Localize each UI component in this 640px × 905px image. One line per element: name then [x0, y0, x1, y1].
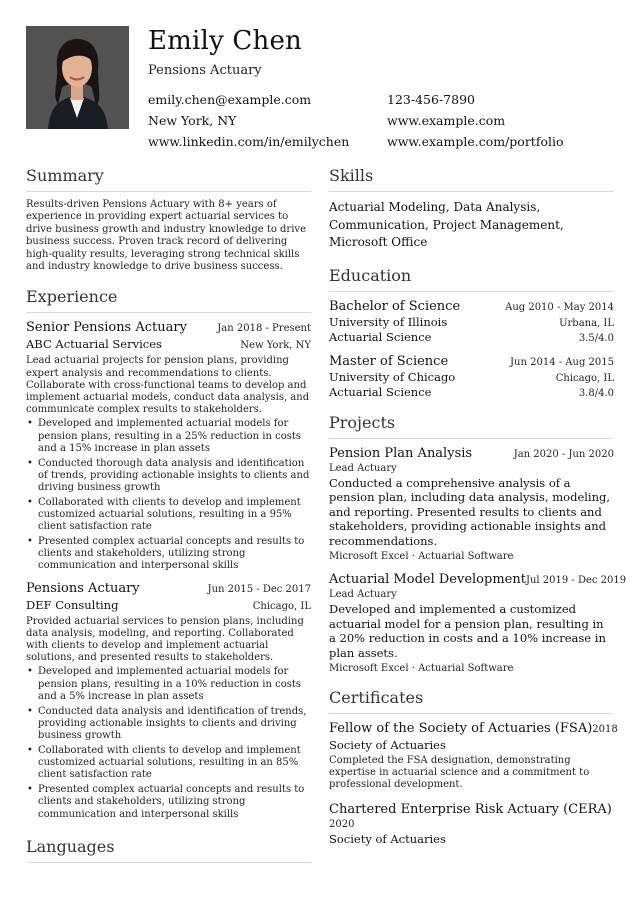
certificates-heading: Certificates — [329, 688, 614, 714]
skills-heading: Skills — [329, 166, 614, 192]
education-school: University of Illinois — [329, 314, 448, 329]
skills-line: Communication, Project Management, — [329, 217, 564, 232]
education-entry — [329, 354, 614, 399]
languages-heading: Languages — [26, 837, 311, 863]
summary-heading: Summary — [26, 166, 311, 192]
summary-text: Results-driven Pensions Actuary with 8+ years of experience in providing expert actuarial services to drive business growth and industry knowledge to drive business success. Proven track record of delivering high-quality results, leveraging strong technical skills and industry knowledge to drive business success. — [26, 199, 306, 273]
projects-heading: Projects — [329, 413, 614, 439]
location-text: New York, NY — [148, 113, 237, 128]
job-bullet: • Collaborated with clients to develop and implement customized actuarial solutions, resulting in an 85% client satisfaction rate — [38, 745, 311, 782]
job-bullets — [26, 666, 311, 820]
certificate-year: 2018 — [592, 724, 618, 735]
certificate-year: 2020 — [329, 818, 355, 830]
certificate-issuer: Society of Actuaries — [329, 738, 446, 752]
education-entry — [329, 299, 614, 344]
project-title: Actuarial Model Development — [329, 572, 526, 587]
job-company: ABC Actuarial Services — [26, 337, 162, 352]
job-bullet: • Developed and implemented actuarial models for pension plans, resulting in a 25% reduction in costs and a 15% increase in plan assets — [38, 418, 311, 455]
job-bullet: • Conducted data analysis and identification of trends, providing actionable insights to clients and driving business growth — [38, 706, 311, 743]
job-title: Pensions Actuary — [26, 580, 140, 596]
education-date: Aug 2010 - May 2014 — [505, 301, 614, 313]
profile-photo — [26, 26, 129, 129]
project-entry — [329, 446, 614, 563]
education-gpa: 3.5/4.0 — [578, 332, 614, 344]
skills-list — [329, 199, 614, 252]
certificate-issuer: Society of Actuaries — [329, 831, 446, 846]
job-entry — [26, 320, 311, 572]
job-bullet: • Presented complex actuarial concepts and results to clients and stakeholders, utilizing strong communication and interpersonal skills — [38, 536, 311, 573]
linkedin-link[interactable]: www.linkedin.com/in/emilychen — [148, 134, 350, 149]
certificate-entry — [329, 802, 614, 846]
project-role: Lead Actuary — [329, 462, 397, 474]
job-description: Lead actuarial projects for pension plans, providing expert analysis and recommendations to clients. Collaborate with cross-functional teams to develop and implement actuarial models, conduct data analysis, and communicate complex results to stakeholders. — [26, 355, 310, 416]
candidate-name: Emily Chen — [148, 26, 302, 56]
job-location: Chicago, IL — [252, 600, 311, 612]
right-column — [329, 166, 627, 846]
email-link[interactable]: emily.chen@example.com — [148, 92, 312, 107]
job-bullet: • Collaborated with clients to develop and implement customized actuarial solutions, resulting in a 95% client satisfaction rate — [38, 497, 311, 534]
certificates-section — [329, 688, 618, 846]
job-bullet: • Developed and implemented actuarial models for pension plans, resulting in a 10% reduction in costs and a 5% increase in plan assets — [38, 666, 311, 703]
experience-section — [26, 287, 311, 820]
project-tags: Microsoft Excel · Actuarial Software — [329, 663, 514, 674]
education-school: University of Chicago — [329, 369, 456, 384]
skills-line: Microsoft Office — [329, 235, 428, 249]
job-bullets — [26, 418, 311, 572]
website-link[interactable]: www.example.com — [387, 113, 506, 128]
job-bullet: • Presented complex actuarial concepts and results to clients and stakeholders, utilizing strong communication and interpersonal skills — [38, 784, 311, 821]
education-location: Chicago, IL — [555, 372, 614, 384]
job-entry — [26, 581, 311, 821]
skills-section — [329, 166, 614, 252]
candidate-title: Pensions Actuary — [148, 63, 262, 78]
education-date: Jun 2014 - Aug 2015 — [510, 356, 614, 368]
job-date: Jan 2018 - Present — [217, 323, 311, 335]
phone-number: 123-456-7890 — [387, 92, 475, 107]
project-entry — [329, 572, 627, 674]
project-description: Developed and implemented a customized actuarial model for a pension plan, resulting in a 20% reduction in costs and a 10% increase in plan assets. — [329, 602, 606, 660]
project-date: Jan 2020 - Jun 2020 — [513, 448, 614, 460]
project-date: Jul 2019 - Dec 2019 — [525, 575, 627, 586]
project-description: Conducted a comprehensive analysis of a pension plan, including data analysis, modeling, and reporting. Presented results to clients and stakeholders, providing actionable insights and recommendations. — [329, 475, 611, 548]
certificate-entry — [329, 721, 618, 792]
education-degree: Bachelor of Science — [329, 298, 461, 314]
skills-line: Actuarial Modeling, Data Analysis, — [329, 200, 541, 214]
portfolio-link[interactable]: www.example.com/portfolio — [387, 134, 564, 149]
projects-section — [329, 412, 627, 675]
education-location: Urbana, IL — [559, 317, 614, 329]
project-role: Lead Actuary — [329, 589, 397, 600]
left-column — [26, 166, 311, 870]
languages-section — [26, 837, 311, 863]
job-company: DEF Consulting — [26, 597, 119, 612]
education-degree: Master of Science — [329, 353, 449, 369]
project-tags: Microsoft Excel · Actuarial Software — [329, 551, 514, 562]
project-title: Pension Plan Analysis — [329, 445, 473, 461]
job-title: Senior Pensions Actuary — [26, 320, 187, 336]
education-field: Actuarial Science — [329, 384, 432, 399]
summary-section — [26, 166, 311, 273]
certificate-title: Chartered Enterprise Risk Actuary (CERA) — [329, 801, 612, 817]
job-date: Jun 2015 - Dec 2017 — [207, 583, 311, 595]
certificate-title: Fellow of the Society of Actuaries (FSA) — [329, 721, 593, 736]
education-heading: Education — [329, 266, 614, 292]
education-section — [329, 266, 614, 399]
experience-heading: Experience — [26, 287, 311, 313]
education-field: Actuarial Science — [329, 329, 432, 344]
job-bullet: • Conducted thorough data analysis and identification of trends, providing actionable insights to clients and driving business growth — [38, 458, 311, 495]
job-description: Provided actuarial services to pension plans, including data analysis, modeling, and reporting. Collaborated with clients to develop and implement actuarial solutions, and presented results to stakeholders. — [26, 615, 304, 664]
certificate-description: Completed the FSA designation, demonstrating expertise in actuarial science and a commitment to professional development. — [329, 755, 590, 791]
job-location: New York, NY — [240, 340, 311, 352]
education-gpa: 3.8/4.0 — [578, 387, 614, 399]
